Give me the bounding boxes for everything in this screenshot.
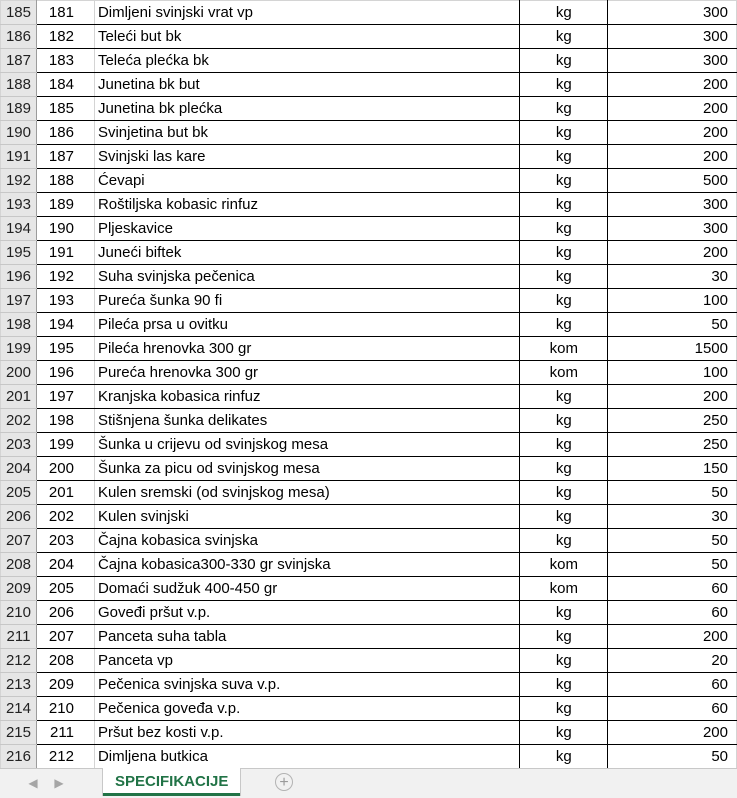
cell-unit[interactable]: kom — [520, 553, 608, 577]
cell-rb[interactable]: 206 — [36, 601, 94, 625]
cell-name[interactable]: Teleći but bk — [94, 25, 519, 49]
row-header[interactable]: 192 — [1, 169, 37, 193]
cell-unit[interactable]: kg — [520, 409, 608, 433]
cell-rb[interactable]: 202 — [36, 505, 94, 529]
cell-name[interactable]: Domaći sudžuk 400-450 gr — [94, 577, 519, 601]
cell-unit[interactable]: kg — [520, 265, 608, 289]
cell-qty[interactable]: 200 — [608, 97, 737, 121]
table-row — [1, 265, 737, 289]
cell-unit[interactable]: kg — [520, 697, 608, 721]
cell-qty[interactable]: 50 — [608, 529, 737, 553]
cell-unit[interactable]: kg — [520, 649, 608, 673]
cell-name[interactable]: Juneći biftek — [94, 241, 519, 265]
cell-rb[interactable]: 207 — [36, 625, 94, 649]
table-row — [1, 505, 737, 529]
table-row — [1, 1, 737, 25]
cell-name[interactable]: Dimljeni svinjski vrat vp — [94, 1, 519, 25]
cell-qty[interactable]: 20 — [608, 649, 737, 673]
cell-name[interactable]: Pečenica svinjska suva v.p. — [94, 673, 519, 697]
table-row — [1, 313, 737, 337]
cell-name[interactable]: Pileća hrenovka 300 gr — [94, 337, 519, 361]
cell-qty[interactable]: 50 — [608, 745, 737, 769]
table-row — [1, 601, 737, 625]
row-header[interactable]: 206 — [1, 505, 37, 529]
cell-name[interactable]: Teleća plećka bk — [94, 49, 519, 73]
cell-unit[interactable]: kg — [520, 457, 608, 481]
table-row — [1, 97, 737, 121]
table-row — [1, 361, 737, 385]
cell-rb[interactable]: 183 — [36, 49, 94, 73]
cell-rb[interactable]: 186 — [36, 121, 94, 145]
cell-qty[interactable]: 60 — [608, 697, 737, 721]
row-header[interactable]: 212 — [1, 649, 37, 673]
cell-unit[interactable]: kg — [520, 433, 608, 457]
cell-qty[interactable]: 50 — [608, 553, 737, 577]
table-body — [1, 1, 737, 769]
table-row — [1, 553, 737, 577]
cell-name[interactable]: Čajna kobasica300-330 gr svinjska — [94, 553, 519, 577]
row-header[interactable]: 205 — [1, 481, 37, 505]
cell-rb[interactable]: 196 — [36, 361, 94, 385]
row-header[interactable]: 186 — [1, 25, 37, 49]
cell-qty[interactable]: 200 — [608, 145, 737, 169]
cell-unit[interactable]: kg — [520, 721, 608, 745]
table-row — [1, 73, 737, 97]
cell-name[interactable]: Suha svinjska pečenica — [94, 265, 519, 289]
cell-name[interactable]: Ćevapi — [94, 169, 519, 193]
row-header[interactable]: 208 — [1, 553, 37, 577]
cell-rb[interactable]: 189 — [36, 193, 94, 217]
table-row — [1, 337, 737, 361]
triangle-right-icon[interactable]: ▶ — [54, 776, 64, 790]
cell-unit[interactable]: kg — [520, 217, 608, 241]
table-row — [1, 481, 737, 505]
cell-qty[interactable]: 250 — [608, 433, 737, 457]
cell-rb[interactable]: 187 — [36, 145, 94, 169]
cell-unit[interactable]: kg — [520, 145, 608, 169]
cell-qty[interactable]: 200 — [608, 73, 737, 97]
row-header[interactable]: 194 — [1, 217, 37, 241]
table-row — [1, 121, 737, 145]
row-header[interactable]: 195 — [1, 241, 37, 265]
cell-qty[interactable]: 200 — [608, 241, 737, 265]
cell-name[interactable]: Šunka u crijevu od svinjskog mesa — [94, 433, 519, 457]
cell-unit[interactable]: kom — [520, 577, 608, 601]
table-row — [1, 529, 737, 553]
row-header[interactable]: 209 — [1, 577, 37, 601]
cell-qty[interactable]: 60 — [608, 577, 737, 601]
row-header[interactable]: 197 — [1, 289, 37, 313]
row-header[interactable]: 185 — [1, 1, 37, 25]
cell-unit[interactable]: kg — [520, 169, 608, 193]
row-header[interactable]: 213 — [1, 673, 37, 697]
cell-rb[interactable]: 211 — [36, 721, 94, 745]
row-header[interactable]: 215 — [1, 721, 37, 745]
cell-unit[interactable]: kg — [520, 529, 608, 553]
cell-rb[interactable]: 192 — [36, 265, 94, 289]
cell-qty[interactable]: 300 — [608, 49, 737, 73]
cell-rb[interactable]: 191 — [36, 241, 94, 265]
cell-rb[interactable]: 193 — [36, 289, 94, 313]
cell-unit[interactable]: kg — [520, 49, 608, 73]
sheet-tab-label: SPECIFIKACIJE — [115, 773, 229, 790]
table-row — [1, 217, 737, 241]
row-header[interactable]: 189 — [1, 97, 37, 121]
cell-qty[interactable]: 100 — [608, 361, 737, 385]
cell-rb[interactable]: 208 — [36, 649, 94, 673]
plus-circle-icon[interactable]: + — [275, 773, 293, 791]
cell-name[interactable]: Goveđi pršut v.p. — [94, 601, 519, 625]
row-header[interactable]: 198 — [1, 313, 37, 337]
cell-name[interactable]: Stišnjena šunka delikates — [94, 409, 519, 433]
cell-rb[interactable]: 198 — [36, 409, 94, 433]
row-header[interactable]: 199 — [1, 337, 37, 361]
table-row — [1, 145, 737, 169]
row-header[interactable]: 187 — [1, 49, 37, 73]
cell-qty[interactable]: 30 — [608, 265, 737, 289]
cell-qty[interactable]: 1500 — [608, 337, 737, 361]
row-header[interactable]: 214 — [1, 697, 37, 721]
table-row — [1, 241, 737, 265]
cell-unit[interactable]: kg — [520, 625, 608, 649]
row-header[interactable]: 193 — [1, 193, 37, 217]
cell-unit[interactable]: kg — [520, 289, 608, 313]
table-row — [1, 745, 737, 769]
cell-name[interactable]: Kulen sremski (od svinjskog mesa) — [94, 481, 519, 505]
cell-name[interactable]: Pureća hrenovka 300 gr — [94, 361, 519, 385]
row-header[interactable]: 201 — [1, 385, 37, 409]
cell-qty[interactable]: 300 — [608, 25, 737, 49]
cell-name[interactable]: Svinjski las kare — [94, 145, 519, 169]
cell-name[interactable]: Pečenica goveđa v.p. — [94, 697, 519, 721]
row-header[interactable]: 203 — [1, 433, 37, 457]
cell-name[interactable]: Junetina bk but — [94, 73, 519, 97]
sheet-tab-bar — [0, 768, 737, 798]
table-row — [1, 193, 737, 217]
row-header[interactable]: 216 — [1, 745, 37, 769]
table-row — [1, 457, 737, 481]
row-header[interactable]: 211 — [1, 625, 37, 649]
cell-unit[interactable]: kg — [520, 745, 608, 769]
cell-rb[interactable]: 197 — [36, 385, 94, 409]
cell-name[interactable]: Pureća šunka 90 fi — [94, 289, 519, 313]
cell-qty[interactable]: 500 — [608, 169, 737, 193]
cell-rb[interactable]: 184 — [36, 73, 94, 97]
cell-rb[interactable]: 203 — [36, 529, 94, 553]
cell-qty[interactable]: 150 — [608, 457, 737, 481]
cell-unit[interactable]: kg — [520, 25, 608, 49]
cell-unit[interactable]: kg — [520, 241, 608, 265]
cell-qty[interactable]: 50 — [608, 481, 737, 505]
cell-rb[interactable]: 185 — [36, 97, 94, 121]
table-row — [1, 721, 737, 745]
cell-rb[interactable]: 200 — [36, 457, 94, 481]
row-header[interactable]: 191 — [1, 145, 37, 169]
table-row — [1, 49, 737, 73]
cell-name[interactable]: Roštiljska kobasic rinfuz — [94, 193, 519, 217]
cell-name[interactable]: Pileća prsa u ovitku — [94, 313, 519, 337]
cell-qty[interactable]: 30 — [608, 505, 737, 529]
cell-name[interactable]: Pršut bez kosti v.p. — [94, 721, 519, 745]
table-row — [1, 289, 737, 313]
table-row — [1, 169, 737, 193]
cell-name[interactable]: Šunka za picu od svinjskog mesa — [94, 457, 519, 481]
row-header[interactable]: 210 — [1, 601, 37, 625]
cell-rb[interactable]: 182 — [36, 25, 94, 49]
row-header[interactable]: 196 — [1, 265, 37, 289]
row-header[interactable]: 204 — [1, 457, 37, 481]
row-header[interactable]: 190 — [1, 121, 37, 145]
table-row — [1, 697, 737, 721]
cell-name[interactable]: Junetina bk plećka — [94, 97, 519, 121]
cell-qty[interactable]: 60 — [608, 601, 737, 625]
cell-unit[interactable]: kg — [520, 97, 608, 121]
cell-name[interactable]: Čajna kobasica svinjska — [94, 529, 519, 553]
cell-qty[interactable]: 250 — [608, 409, 737, 433]
cell-unit[interactable]: kg — [520, 121, 608, 145]
cell-unit[interactable]: kg — [520, 385, 608, 409]
table-row — [1, 25, 737, 49]
table-row — [1, 625, 737, 649]
row-header[interactable]: 188 — [1, 73, 37, 97]
cell-qty[interactable]: 200 — [608, 625, 737, 649]
cell-qty[interactable]: 50 — [608, 313, 737, 337]
cell-qty[interactable]: 200 — [608, 385, 737, 409]
cell-name[interactable]: Kulen svinjski — [94, 505, 519, 529]
cell-qty[interactable]: 200 — [608, 121, 737, 145]
cell-unit[interactable]: kg — [520, 73, 608, 97]
cell-rb[interactable]: 199 — [36, 433, 94, 457]
cell-rb[interactable]: 212 — [36, 745, 94, 769]
cell-qty[interactable]: 300 — [608, 217, 737, 241]
cell-name[interactable]: Pljeskavice — [94, 217, 519, 241]
cell-rb[interactable]: 190 — [36, 217, 94, 241]
cell-name[interactable]: Panceta vp — [94, 649, 519, 673]
table-row — [1, 433, 737, 457]
row-header[interactable]: 202 — [1, 409, 37, 433]
cell-unit[interactable]: kom — [520, 337, 608, 361]
cell-rb[interactable]: 195 — [36, 337, 94, 361]
table-row — [1, 673, 737, 697]
table-row — [1, 577, 737, 601]
cell-unit[interactable]: kom — [520, 361, 608, 385]
cell-unit[interactable]: kg — [520, 601, 608, 625]
cell-unit[interactable]: kg — [520, 481, 608, 505]
cell-rb[interactable]: 194 — [36, 313, 94, 337]
triangle-left-icon[interactable]: ◀ — [28, 776, 38, 790]
row-header[interactable]: 207 — [1, 529, 37, 553]
cell-rb[interactable]: 205 — [36, 577, 94, 601]
cell-rb[interactable]: 201 — [36, 481, 94, 505]
cell-rb[interactable]: 210 — [36, 697, 94, 721]
cell-unit[interactable]: kg — [520, 313, 608, 337]
cell-name[interactable]: Kranjska kobasica rinfuz — [94, 385, 519, 409]
cell-unit[interactable]: kg — [520, 673, 608, 697]
cell-name[interactable]: Dimljena butkica — [94, 745, 519, 769]
cell-qty[interactable]: 100 — [608, 289, 737, 313]
table-row — [1, 385, 737, 409]
cell-name[interactable]: Panceta suha tabla — [94, 625, 519, 649]
cell-unit[interactable]: kg — [520, 193, 608, 217]
cell-unit[interactable]: kg — [520, 505, 608, 529]
cell-qty[interactable]: 300 — [608, 193, 737, 217]
cell-unit[interactable]: kg — [520, 1, 608, 25]
cell-qty[interactable]: 200 — [608, 721, 737, 745]
cell-name[interactable]: Svinjetina but bk — [94, 121, 519, 145]
sheet-tab-specifikacije[interactable] — [103, 768, 240, 796]
row-header[interactable]: 200 — [1, 361, 37, 385]
cell-qty[interactable]: 300 — [608, 1, 737, 25]
cell-qty[interactable]: 60 — [608, 673, 737, 697]
table-row — [1, 649, 737, 673]
cell-rb[interactable]: 204 — [36, 553, 94, 577]
cell-rb[interactable]: 188 — [36, 169, 94, 193]
cell-rb[interactable]: 209 — [36, 673, 94, 697]
table-row — [1, 409, 737, 433]
cell-rb[interactable]: 181 — [36, 1, 94, 25]
